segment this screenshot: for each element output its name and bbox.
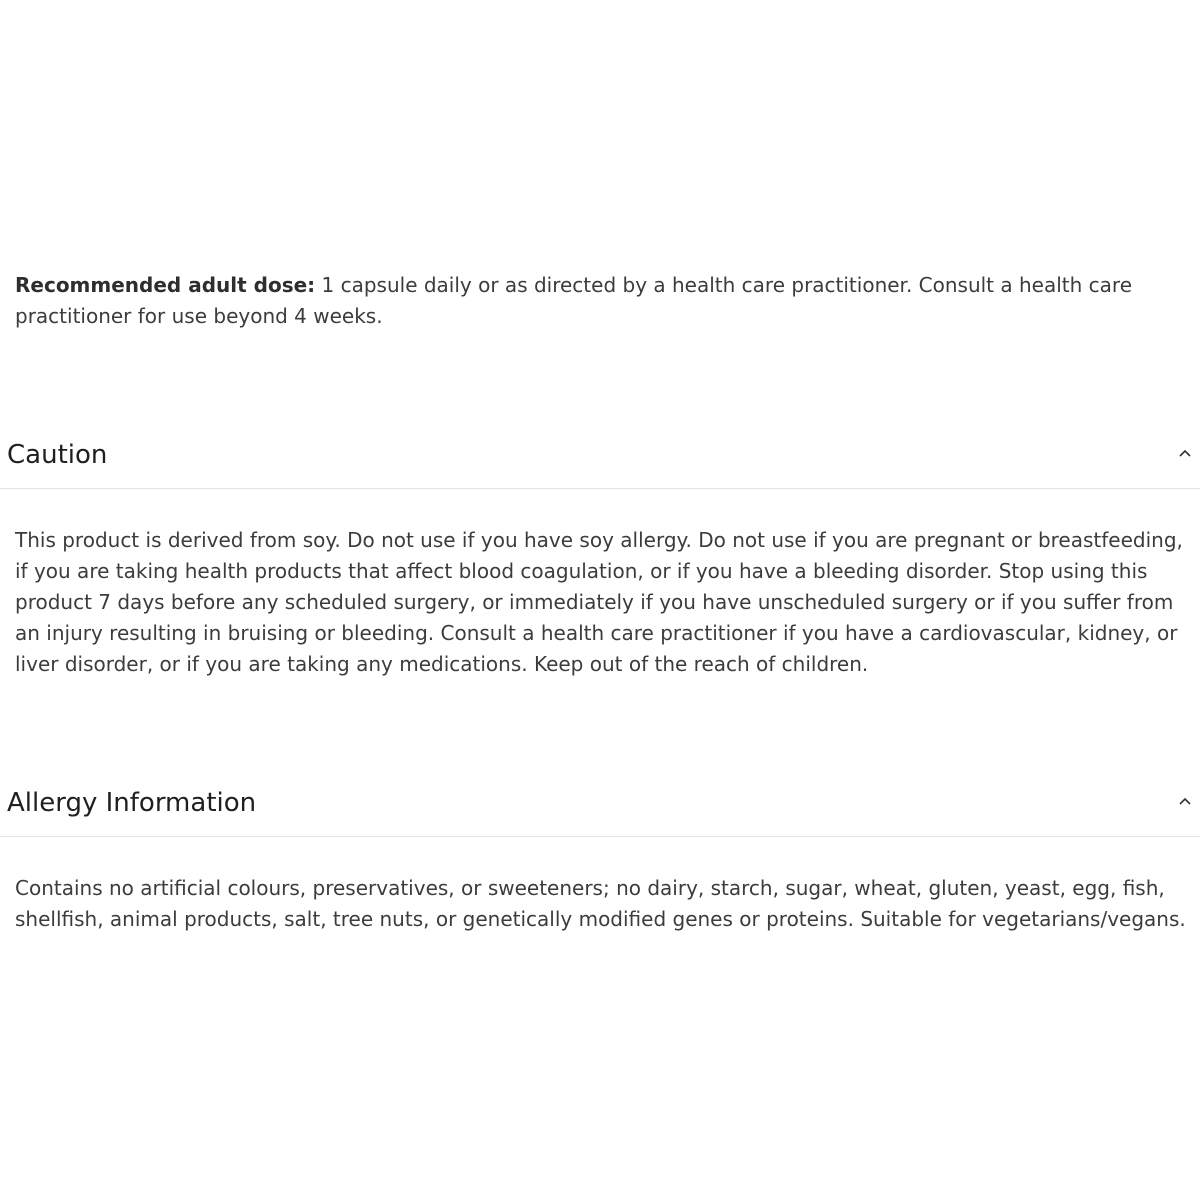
recommended-dose-label: Recommended adult dose: <box>15 273 316 297</box>
caution-title: Caution <box>7 440 108 470</box>
caution-body-text: This product is derived from soy. Do not use if you have soy allergy. Do not use if you are pregnant or breastfeeding, if you are taking health products that affect blood coagulation, or if you have a bleeding disorder. Stop using this product 7 days before any scheduled surgery, or immediately if you have unscheduled surgery or if you suffer from an injury resulting in bruising or bleeding. Consult a health care practitioner if you have a cardiovascular, kidney, or liver disorder, or if you are taking any medications. Keep out of the reach of children. <box>15 528 1183 676</box>
caution-accordion-header[interactable] <box>0 428 1200 489</box>
recommended-dose-value: 1 capsule daily or as directed by a health care practitioner. Consult a health care practitioner for use beyond 4 weeks. <box>15 273 1133 328</box>
chevron-up-icon[interactable] <box>1178 794 1192 808</box>
chevron-up-icon[interactable] <box>1178 446 1192 460</box>
allergy-information-title: Allergy Information <box>7 788 257 818</box>
allergy-information-body-text: Contains no artificial colours, preservatives, or sweeteners; no dairy, starch, sugar, wheat, gluten, yeast, egg, fish, shellfish, animal products, salt, tree nuts, or genetically modified genes or proteins. Suitable for vegetarians/vegans. <box>15 876 1186 931</box>
recommended-dose-text <box>15 270 1190 332</box>
allergy-information-accordion-header[interactable] <box>0 776 1200 837</box>
